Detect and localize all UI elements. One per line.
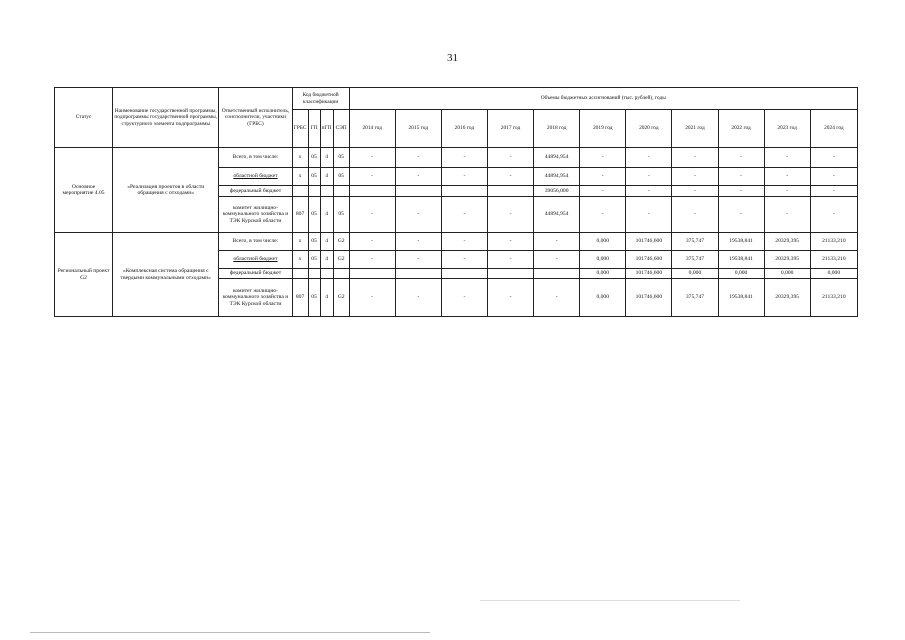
- header-year: 2020 год: [626, 110, 672, 148]
- value-cell: 20329,395: [764, 279, 810, 317]
- value-cell: 21133,210: [810, 279, 857, 317]
- header-gp: ГП: [308, 110, 320, 148]
- value-cell: -: [487, 251, 533, 269]
- value-cell: -: [580, 168, 626, 186]
- value-cell: -: [764, 197, 810, 233]
- value-cell: -: [764, 148, 810, 168]
- value-cell: -: [626, 186, 672, 197]
- value-cell: -: [810, 197, 857, 233]
- value-cell: -: [534, 279, 580, 317]
- grbs-cell: х: [292, 251, 308, 269]
- value-cell: 39056,000: [534, 186, 580, 197]
- gp-cell: 05: [308, 279, 320, 317]
- status-cell: Основное мероприятие 4.05: [55, 148, 113, 233]
- value-cell: -: [487, 233, 533, 251]
- value-cell: -: [672, 148, 718, 168]
- value-cell: -: [395, 279, 441, 317]
- value-cell: 44894,954: [534, 197, 580, 233]
- value-cell: -: [349, 279, 395, 317]
- value-cell: -: [487, 168, 533, 186]
- sep-cell: 05: [333, 197, 349, 233]
- sep-cell: [333, 269, 349, 279]
- gp-cell: 05: [308, 197, 320, 233]
- value-cell: -: [810, 168, 857, 186]
- header-responsible: Ответственный исполнитель, соисполнители, участники (ГРБС): [219, 88, 292, 148]
- value-cell: -: [395, 233, 441, 251]
- value-cell: 44894,954: [534, 148, 580, 168]
- value-cell: -: [349, 168, 395, 186]
- value-cell: 101746,600: [626, 251, 672, 269]
- status-cell: Региональный проект G2: [55, 233, 113, 317]
- responsible-cell: Всего, в том числе:: [219, 148, 292, 168]
- header-year: 2015 год: [395, 110, 441, 148]
- responsible-cell: комитет жилищно-коммунального хозяйства и ТЭК Курской области: [219, 197, 292, 233]
- responsible-cell: комитет жилищно-коммунального хозяйства и ТЭК Курской области: [219, 279, 292, 317]
- value-cell: [395, 269, 441, 279]
- value-cell: -: [580, 186, 626, 197]
- value-cell: 375,747: [672, 251, 718, 269]
- value-cell: [349, 186, 395, 197]
- header-year: 2018 год: [534, 110, 580, 148]
- value-cell: -: [718, 168, 764, 186]
- value-cell: -: [395, 197, 441, 233]
- grbs-cell: 807: [292, 197, 308, 233]
- header-year: 2024 год: [810, 110, 857, 148]
- value-cell: -: [672, 168, 718, 186]
- sep-cell: 05: [333, 168, 349, 186]
- value-cell: -: [441, 279, 487, 317]
- value-cell: -: [441, 148, 487, 168]
- value-cell: -: [810, 186, 857, 197]
- value-cell: -: [580, 148, 626, 168]
- header-budget-code: Код бюджетной классификации: [292, 88, 349, 110]
- value-cell: -: [626, 148, 672, 168]
- responsible-cell: федеральный бюджет: [219, 186, 292, 197]
- table-body: [55, 148, 858, 317]
- pgp-cell: 4: [320, 197, 333, 233]
- value-cell: [441, 269, 487, 279]
- pgp-cell: [320, 269, 333, 279]
- header-year: 2016 год: [441, 110, 487, 148]
- table-row: [55, 148, 858, 168]
- value-cell: 101746,600: [626, 279, 672, 317]
- page-number: 31: [447, 52, 458, 64]
- value-cell: -: [810, 148, 857, 168]
- header-name: Наименование государственной программы, подпрограммы государственной программы, структурного элемента подпрограммы: [113, 88, 219, 148]
- gp-cell: 05: [308, 168, 320, 186]
- value-cell: -: [626, 197, 672, 233]
- pgp-cell: [320, 186, 333, 197]
- gp-cell: 05: [308, 148, 320, 168]
- pgp-cell: 4: [320, 148, 333, 168]
- gp-cell: [308, 186, 320, 197]
- grbs-cell: х: [292, 233, 308, 251]
- value-cell: 44894,954: [534, 168, 580, 186]
- value-cell: -: [441, 197, 487, 233]
- pgp-cell: 4: [320, 233, 333, 251]
- scan-artifact-line: [480, 600, 740, 601]
- value-cell: 21133,210: [810, 233, 857, 251]
- value-cell: [487, 186, 533, 197]
- value-cell: 375,747: [672, 233, 718, 251]
- header-sep: СЭП: [333, 110, 349, 148]
- gp-cell: [308, 269, 320, 279]
- header-volumes: Объемы бюджетных ассигнований (тыс. рублей), годы: [349, 88, 857, 110]
- header-year: 2019 год: [580, 110, 626, 148]
- sep-cell: G2: [333, 233, 349, 251]
- value-cell: 0,000: [580, 279, 626, 317]
- value-cell: 0,000: [580, 233, 626, 251]
- value-cell: 0,000: [764, 269, 810, 279]
- grbs-cell: х: [292, 168, 308, 186]
- value-cell: 0,000: [718, 269, 764, 279]
- responsible-cell: областной бюджет: [219, 251, 292, 269]
- header-status: Статус: [55, 88, 113, 148]
- header-year: 2014 год: [349, 110, 395, 148]
- value-cell: [395, 186, 441, 197]
- header-year: 2021 год: [672, 110, 718, 148]
- sep-cell: [333, 186, 349, 197]
- name-cell: «Комплексная система обращения с твердыми коммунальными отходами»: [113, 233, 219, 317]
- value-cell: -: [487, 148, 533, 168]
- value-cell: -: [487, 197, 533, 233]
- sep-cell: 05: [333, 148, 349, 168]
- value-cell: -: [672, 186, 718, 197]
- sep-cell: G2: [333, 279, 349, 317]
- value-cell: -: [764, 186, 810, 197]
- header-pgp: пГП: [320, 110, 333, 148]
- value-cell: -: [395, 168, 441, 186]
- value-cell: -: [441, 251, 487, 269]
- pgp-cell: 4: [320, 251, 333, 269]
- header-year: 2017 год: [487, 110, 533, 148]
- value-cell: 19538,841: [718, 279, 764, 317]
- value-cell: -: [718, 148, 764, 168]
- value-cell: -: [349, 148, 395, 168]
- responsible-cell: федеральный бюджет: [219, 269, 292, 279]
- value-cell: -: [349, 251, 395, 269]
- value-cell: [441, 186, 487, 197]
- header-year: 2023 год: [764, 110, 810, 148]
- value-cell: [534, 269, 580, 279]
- grbs-cell: [292, 269, 308, 279]
- value-cell: 375,747: [672, 279, 718, 317]
- value-cell: 19538,841: [718, 233, 764, 251]
- value-cell: -: [487, 279, 533, 317]
- grbs-cell: х: [292, 148, 308, 168]
- value-cell: -: [534, 233, 580, 251]
- gp-cell: 05: [308, 233, 320, 251]
- value-cell: [349, 269, 395, 279]
- pgp-cell: 4: [320, 168, 333, 186]
- value-cell: 0,000: [672, 269, 718, 279]
- value-cell: 0,000: [810, 269, 857, 279]
- header-grbs: ГРБС: [292, 110, 308, 148]
- pgp-cell: 4: [320, 279, 333, 317]
- value-cell: -: [395, 148, 441, 168]
- value-cell: 101746,600: [626, 269, 672, 279]
- value-cell: -: [441, 168, 487, 186]
- value-cell: -: [626, 168, 672, 186]
- sep-cell: G2: [333, 251, 349, 269]
- gp-cell: 05: [308, 251, 320, 269]
- grbs-cell: [292, 186, 308, 197]
- grbs-cell: 807: [292, 279, 308, 317]
- value-cell: -: [349, 233, 395, 251]
- responsible-cell: областной бюджет: [219, 168, 292, 186]
- table-row: [55, 233, 858, 251]
- budget-table: [54, 87, 858, 317]
- responsible-cell: Всего, в том числе:: [219, 233, 292, 251]
- scan-artifact-line: [30, 632, 430, 633]
- value-cell: -: [580, 197, 626, 233]
- value-cell: -: [534, 251, 580, 269]
- value-cell: 21133,210: [810, 251, 857, 269]
- name-cell: «Реализация проектов в области обращения с отходами»: [113, 148, 219, 233]
- value-cell: -: [764, 168, 810, 186]
- value-cell: -: [672, 197, 718, 233]
- value-cell: 101746,600: [626, 233, 672, 251]
- value-cell: -: [718, 186, 764, 197]
- value-cell: 0,000: [580, 251, 626, 269]
- value-cell: -: [349, 197, 395, 233]
- value-cell: [487, 269, 533, 279]
- value-cell: -: [718, 197, 764, 233]
- header-year: 2022 год: [718, 110, 764, 148]
- value-cell: 20329,395: [764, 233, 810, 251]
- value-cell: 0,000: [580, 269, 626, 279]
- value-cell: -: [395, 251, 441, 269]
- value-cell: 20329,395: [764, 251, 810, 269]
- value-cell: -: [441, 233, 487, 251]
- value-cell: 19538,841: [718, 251, 764, 269]
